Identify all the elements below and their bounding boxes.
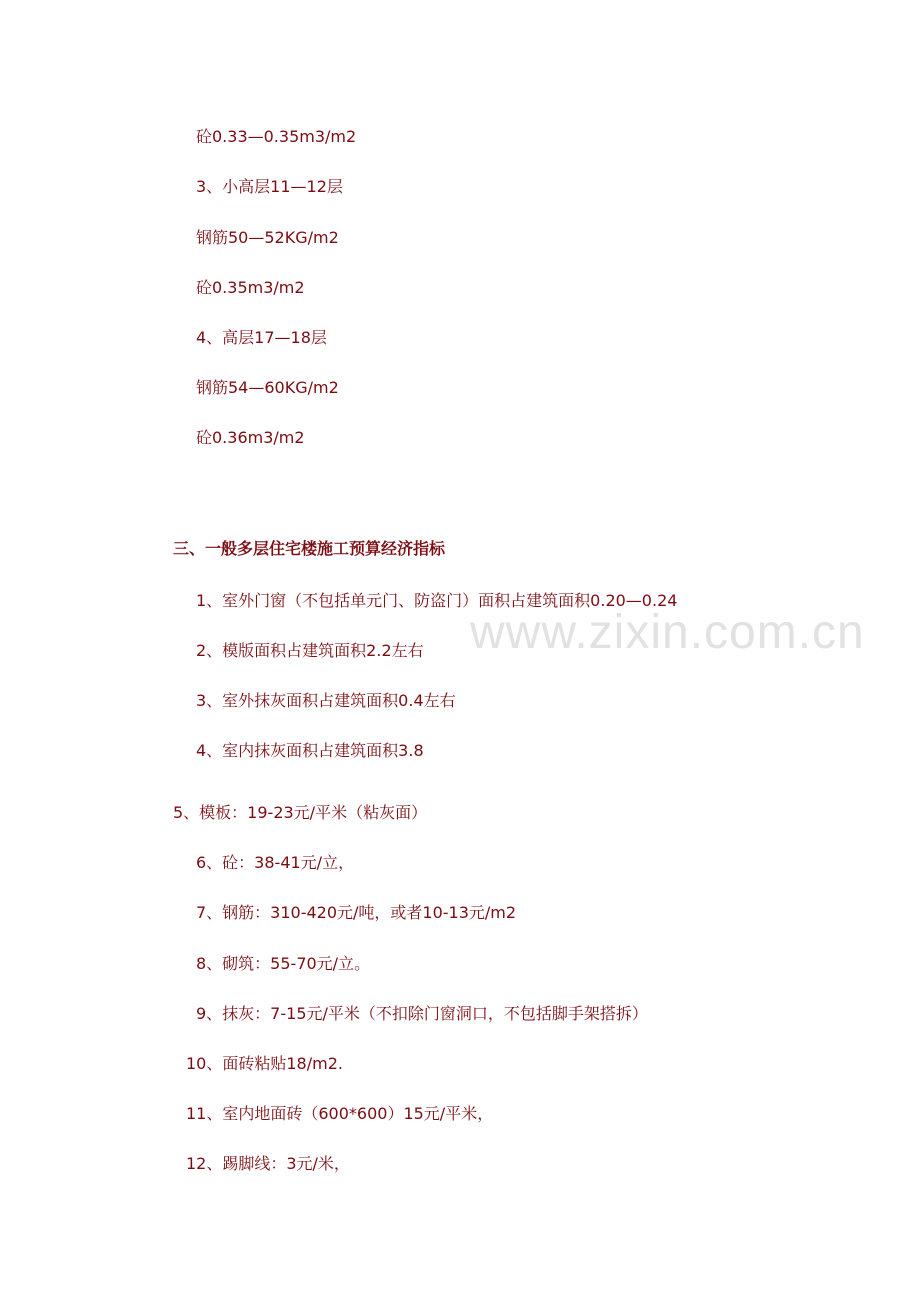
list-item: 1、室外门窗（不包括单元门、防盗门）面积占建筑面积0.20—0.24 [196,591,678,610]
list-item: 11、室内地面砖（600*600）15元/平米， [186,1104,494,1123]
list-item: 6、砼：38-41元/立， [196,853,355,872]
list-item: 12、踢脚线：3元/米， [186,1154,350,1173]
concrete-index-line: 砼0.33—0.35m3/m2 [196,127,357,146]
section-heading: 三、一般多层住宅楼施工预算经济指标 [173,539,446,558]
list-item: 10、面砖粘贴18/m2. [186,1054,343,1073]
concrete-index-line: 砼0.36m3/m2 [196,428,305,447]
rebar-index-line: 钢筋54—60KG/m2 [196,378,339,397]
list-item: 4、室内抹灰面积占建筑面积3.8 [196,741,424,760]
watermark: www.zixin.com.cn [470,606,865,659]
list-item: 5、模板：19-23元/平米（粘灰面） [173,803,428,822]
list-item: 7、钢筋：310-420元/吨，或者10-13元/m2 [196,903,517,922]
rebar-index-line: 钢筋50—52KG/m2 [196,228,339,247]
list-item: 8、砌筑：55-70元/立。 [196,954,371,973]
section-highrise: 4、高层17—18层 [196,328,327,347]
concrete-index-line: 砼0.35m3/m2 [196,278,305,297]
list-item: 9、抹灰：7-15元/平米（不扣除门窗洞口，不包括脚手架搭拆） [196,1004,648,1023]
section-small-highrise: 3、小高层11—12层 [196,177,343,196]
list-item: 2、模版面积占建筑面积2.2左右 [196,641,424,660]
list-item: 3、室外抹灰面积占建筑面积0.4左右 [196,691,456,710]
